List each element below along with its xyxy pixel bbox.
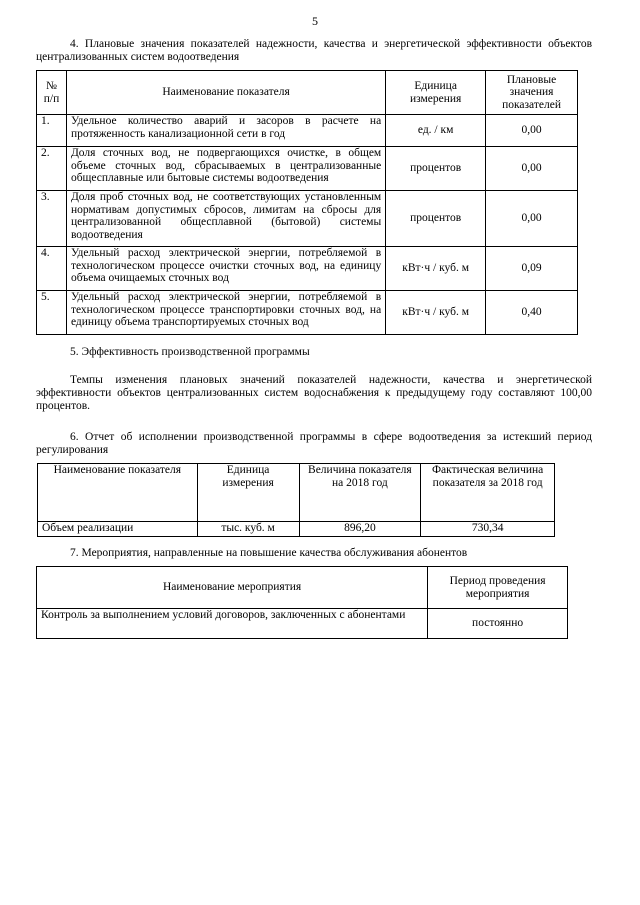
row-num: 3. — [37, 191, 67, 247]
row-name: Удельное количество аварий и засоров в расчете на протяженность канализационной сети в год — [66, 115, 385, 147]
indicators-table — [36, 70, 578, 335]
header-unit: Единица измерения — [197, 464, 299, 522]
row-name: Доля сточных вод, не подвергающихся очистке, в общем объеме сточных вод, сбрасываемых в централизованные общесплавные или бытовые системы водоотведения — [66, 147, 385, 191]
row-num: 1. — [37, 115, 67, 147]
row-actual: 730,34 — [421, 522, 555, 537]
section4-heading — [36, 38, 592, 64]
row-unit: ед. / км — [386, 115, 486, 147]
header-planned: Величина показателя на 2018 год — [299, 464, 421, 522]
row-unit: процентов — [386, 191, 486, 247]
row-name: Доля проб сточных вод, не соответствующих установленным нормативам допустимых сбросов, лимитам на сбросы для централизованной общесплавной (бытовой) системы водоотведения — [66, 191, 385, 247]
table-row — [37, 291, 578, 335]
row-value: 0,09 — [486, 247, 578, 291]
row-unit: кВт·ч / куб. м — [386, 247, 486, 291]
table-row — [37, 247, 578, 291]
section5-heading: 5. Эффективность производственной программы — [70, 346, 310, 358]
report-table — [37, 463, 555, 537]
row-planned: 896,20 — [299, 522, 421, 537]
row-unit: тыс. куб. м — [197, 522, 299, 537]
header-name: Наименование показателя — [66, 71, 385, 115]
row-num: 4. — [37, 247, 67, 291]
header-period: Период проведения мероприятия — [428, 567, 568, 609]
row-value: 0,00 — [486, 147, 578, 191]
row-name: Удельный расход электрической энергии, потребляемой в технологическом процессе очистки сточных вод, на единицу объема очищаемых сточных вод — [66, 247, 385, 291]
section7-heading: 7. Мероприятия, направленные на повышение качества обслуживания абонентов — [70, 547, 468, 559]
row-name: Контроль за выполнением условий договоров, заключенных с абонентами — [37, 609, 428, 639]
page-number: 5 — [312, 14, 318, 28]
section6-heading: 6. Отчет об исполнении производственной программы в сфере водоотведения за истекший период регулирования — [36, 431, 592, 456]
header-num: № п/п — [37, 71, 67, 115]
section5-text: Темпы изменения плановых значений показателей надежности, качества и энергетической эффективности объектов централизованных систем водоснабжения к предыдущему году составляют 100,00 процентов. — [36, 374, 592, 412]
row-name: Удельный расход электрической энергии, потребляемой в технологическом процессе транспортировки сточных вод, на единицу объема транспортируемых сточных вод — [66, 291, 385, 335]
measures-table — [36, 566, 568, 639]
row-value: 0,40 — [486, 291, 578, 335]
header-name: Наименование мероприятия — [37, 567, 428, 609]
table-row — [38, 522, 555, 537]
row-value: 0,00 — [486, 191, 578, 247]
table-header-row — [37, 567, 568, 609]
table-row — [37, 191, 578, 247]
row-unit: процентов — [386, 147, 486, 191]
table-row — [37, 609, 568, 639]
section4-heading-text: 4. Плановые значения показателей надежности, качества и энергетической эффективности объектов централизованных систем водоотведения — [36, 38, 592, 63]
row-unit: кВт·ч / куб. м — [386, 291, 486, 335]
row-period: постоянно — [428, 609, 568, 639]
row-value: 0,00 — [486, 115, 578, 147]
header-unit: Единица измерения — [386, 71, 486, 115]
row-name: Объем реализации — [38, 522, 198, 537]
table-row — [37, 115, 578, 147]
table-row — [37, 147, 578, 191]
table-header-row — [38, 464, 555, 522]
header-value: Плановые значения показателей — [486, 71, 578, 115]
row-num: 5. — [37, 291, 67, 335]
row-num: 2. — [37, 147, 67, 191]
header-actual: Фактическая величина показателя за 2018 год — [421, 464, 555, 522]
header-name: Наименование показателя — [38, 464, 198, 522]
table-header-row — [37, 71, 578, 115]
